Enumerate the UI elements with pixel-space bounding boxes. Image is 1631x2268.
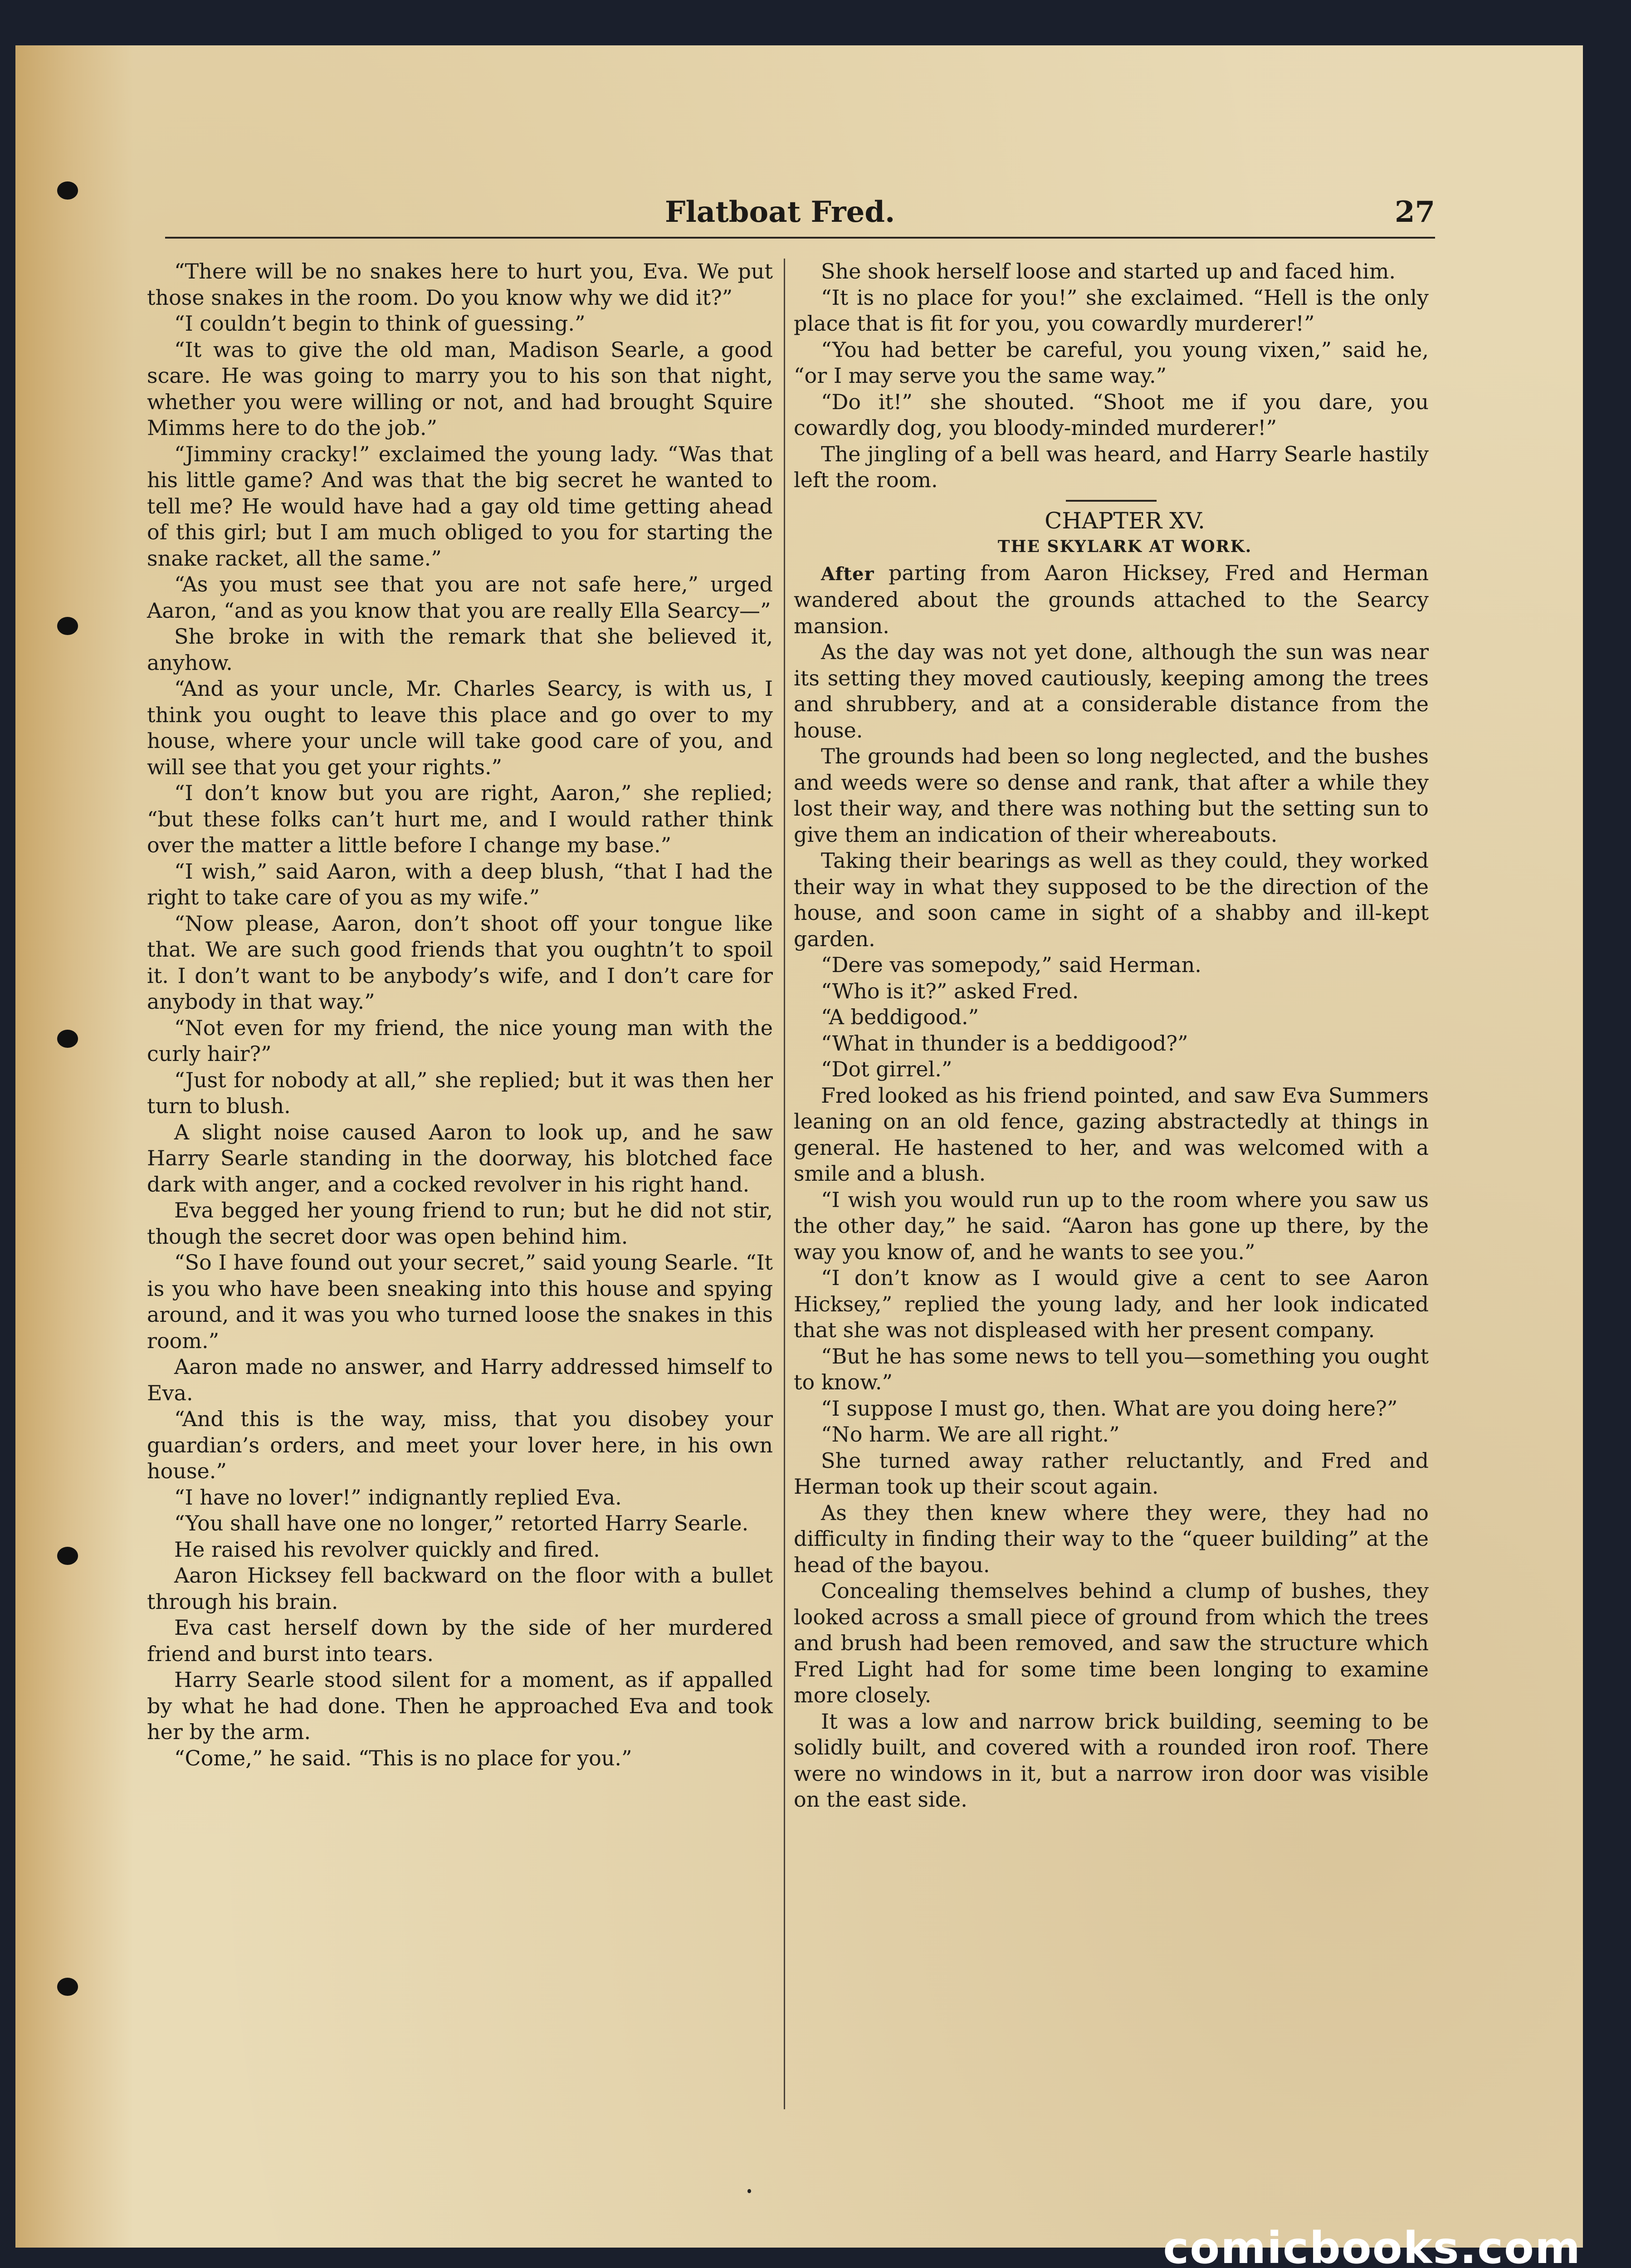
- right-column: [794, 259, 1429, 1813]
- footer-marks: ᛫: [741, 2177, 757, 2209]
- paragraph: She turned away rather reluctantly, and Fred and Herman took up their scout again.: [794, 1448, 1429, 1499]
- paragraph: “I suppose I must go, then. What are you doing here?”: [821, 1396, 1398, 1421]
- paragraph: The grounds had been so long neglected, and the bushes and weeds were so dense and rank, that after a while they lost their way, and there was nothing but the setting sun to give them an indication of their whereabouts.: [794, 744, 1429, 847]
- chapter-opening-paragraph: [794, 560, 1429, 640]
- paragraph: “Do it!” she shouted. “Shoot me if you dare, you cowardly dog, you bloody-minded murderer!”: [794, 389, 1429, 440]
- paragraph: Fred looked as his friend pointed, and saw Eva Summers leaning on an old fence, gazing abstractedly at things in general. He hastened to her, and was welcomed with a smile and a blush.: [794, 1083, 1429, 1186]
- paragraph: “Dot girrel.”: [821, 1057, 952, 1081]
- paragraph: “Come,” he said. “This is no place for you.”: [174, 1745, 632, 1770]
- paragraph: It was a low and narrow brick building, seeming to be solidly built, and covered with a rounded iron roof. There were no windows in it, but a narrow iron door was visible on the east side.: [794, 1709, 1429, 1812]
- paragraph: Harry Searle stood silent for a moment, as if appalled by what he had done. Then he approached Eva and took her by the arm.: [147, 1667, 773, 1744]
- paragraph: “Jimminy cracky!” exclaimed the young lady. “Was that his little game? And was that the big secret he wanted to tell me? He would have had a gay old time getting ahead of this girl; but I am much obliged to you for starting the snake racket, all the same.”: [147, 441, 773, 571]
- chapter-rule: [1066, 500, 1157, 502]
- binding-hole: [57, 1030, 78, 1048]
- paragraph: “You shall have one no longer,” retorted Harry Searle.: [174, 1511, 749, 1535]
- paragraph: “So I have found out your secret,” said young Searle. “It is you who have been sneaking into this house and spying around, and it was you who turned loose the snakes in this room.”: [147, 1250, 773, 1353]
- paragraph: The jingling of a bell was heard, and Harry Searle hastily left the room.: [794, 441, 1429, 492]
- paragraph: “I wish you would run up to the room where you saw us the other day,” he said. “Aaron has gone up there, by the way you know of, and he wants to see you.”: [794, 1187, 1429, 1264]
- paragraph: “It is no place for you!” she exclaimed. “Hell is the only place that is fit for you, you cowardly murderer!”: [794, 285, 1429, 336]
- chapter-lead-word: After: [821, 563, 874, 585]
- chapter-lead-text: parting from Aaron Hicksey, Fred and Herman wandered about the grounds attached to the Searcy mansion.: [794, 560, 1429, 638]
- paragraph: Eva cast herself down by the side of her murdered friend and burst into tears.: [147, 1615, 773, 1666]
- paragraph: “Dere vas somepody,” said Herman.: [821, 953, 1201, 977]
- right-column-after-chapter: [794, 639, 1429, 1813]
- paragraph: “I have no lover!” indignantly replied Eva.: [174, 1485, 622, 1510]
- paragraph: Eva begged her young friend to run; but he did not stir, though the secret door was open behind him.: [147, 1198, 773, 1249]
- binding-hole: [57, 617, 78, 635]
- paragraph: “And this is the way, miss, that you disobey your guardian’s orders, and meet your lover here, in his own house.”: [147, 1407, 773, 1483]
- paragraph: She broke in with the remark that she believed it, anyhow.: [147, 624, 773, 675]
- binding-hole: [57, 181, 78, 200]
- paragraph: “And as your uncle, Mr. Charles Searcy, is with us, I think you ought to leave this place and go over to my house, where your uncle will take good care of you, and will see that you get your rights.”: [147, 676, 773, 779]
- paragraph: “I wish,” said Aaron, with a deep blush, “that I had the right to take care of you as my wife.”: [147, 859, 773, 909]
- paragraph: Concealing themselves behind a clump of bushes, they looked across a small piece of ground from which the trees and brush had been removed, and saw the structure which Fred Light had for some time been longing to examine more closely.: [794, 1579, 1429, 1707]
- paragraph: A slight noise caused Aaron to look up, and he saw Harry Searle standing in the doorway, his blotched face dark with anger, and a cocked revolver in his right hand.: [147, 1119, 773, 1197]
- paragraph: “I couldn’t begin to think of guessing.”: [174, 311, 586, 336]
- paragraph: “A beddigood.”: [821, 1005, 979, 1029]
- paragraph: “Now please, Aaron, don’t shoot off your tongue like that. We are such good friends that you oughtn’t to spoil it. I don’t want to be anybody’s wife, and I don’t care for anybody in that way.”: [147, 911, 773, 1014]
- paragraph: She shook herself loose and started up and faced him.: [821, 259, 1396, 284]
- paragraph: Taking their bearings as well as they could, they worked their way in what they supposed to be the direction of the house, and soon came in sight of a shabby and ill-kept garden.: [794, 848, 1429, 951]
- paragraph: “I don’t know as I would give a cent to see Aaron Hicksey,” replied the young lady, and her look indicated that she was not displeased with her present company.: [794, 1266, 1429, 1342]
- running-header: [165, 191, 1435, 246]
- paragraph: He raised his revolver quickly and fired.: [174, 1537, 600, 1562]
- paragraph: “Who is it?” asked Fred.: [821, 978, 1079, 1003]
- header-rule: [165, 237, 1435, 239]
- paragraph: “But he has some news to tell you—something you ought to know.”: [794, 1344, 1429, 1394]
- paragraph: “There will be no snakes here to hurt you, Eva. We put those snakes in the room. Do you know why we did it?”: [147, 259, 773, 310]
- chapter-subtitle: THE SKYLARK AT WORK.: [997, 537, 1252, 556]
- paragraph: Aaron Hicksey fell backward on the floor with a bullet through his brain.: [147, 1563, 773, 1614]
- paragraph: “No harm. We are all right.”: [821, 1422, 1120, 1447]
- paragraph: As the day was not yet done, although the sun was near its setting they moved cautiously, keeping among the trees and shrubbery, and at a considerable distance from the house.: [794, 640, 1429, 743]
- paragraph: “As you must see that you are not safe here,” urged Aaron, “and as you know that you are really Ella Searcy—”: [147, 572, 773, 623]
- binding-hole: [57, 1978, 78, 1996]
- binding-hole: [57, 1547, 78, 1565]
- watermark: comicbooks.com: [1163, 2223, 1581, 2268]
- right-column-before-chapter: [794, 259, 1429, 494]
- paragraph: “I don’t know but you are right, Aaron,” she replied; “but these folks can’t hurt me, and I would rather think over the matter a little before I change my base.”: [147, 781, 773, 857]
- paragraph: As they then knew where they were, they had no difficulty in finding their way to the “queer building” at the head of the bayou.: [794, 1500, 1429, 1577]
- paragraph: “Just for nobody at all,” she replied; but it was then her turn to blush.: [147, 1067, 773, 1118]
- paragraph: “What in thunder is a beddigood?”: [821, 1031, 1188, 1056]
- paragraph: Aaron made no answer, and Harry addressed himself to Eva.: [147, 1354, 773, 1405]
- paragraph: “It was to give the old man, Madison Searle, a good scare. He was going to marry you to his son that night, whether you were willing or not, and had brought Squire Mimms here to do the job.”: [147, 337, 773, 440]
- chapter-heading: CHAPTER XV.: [1045, 507, 1205, 534]
- left-column: [147, 259, 773, 1771]
- book-page: [15, 45, 1583, 2248]
- running-title: Flatboat Fred.: [665, 195, 895, 229]
- paragraph: “Not even for my friend, the nice young man with the curly hair?”: [147, 1015, 773, 1066]
- page-number: 27: [1394, 195, 1435, 229]
- column-divider: [784, 259, 785, 2109]
- paragraph: “You had better be careful, you young vixen,” said he, “or I may serve you the same way.”: [794, 337, 1429, 388]
